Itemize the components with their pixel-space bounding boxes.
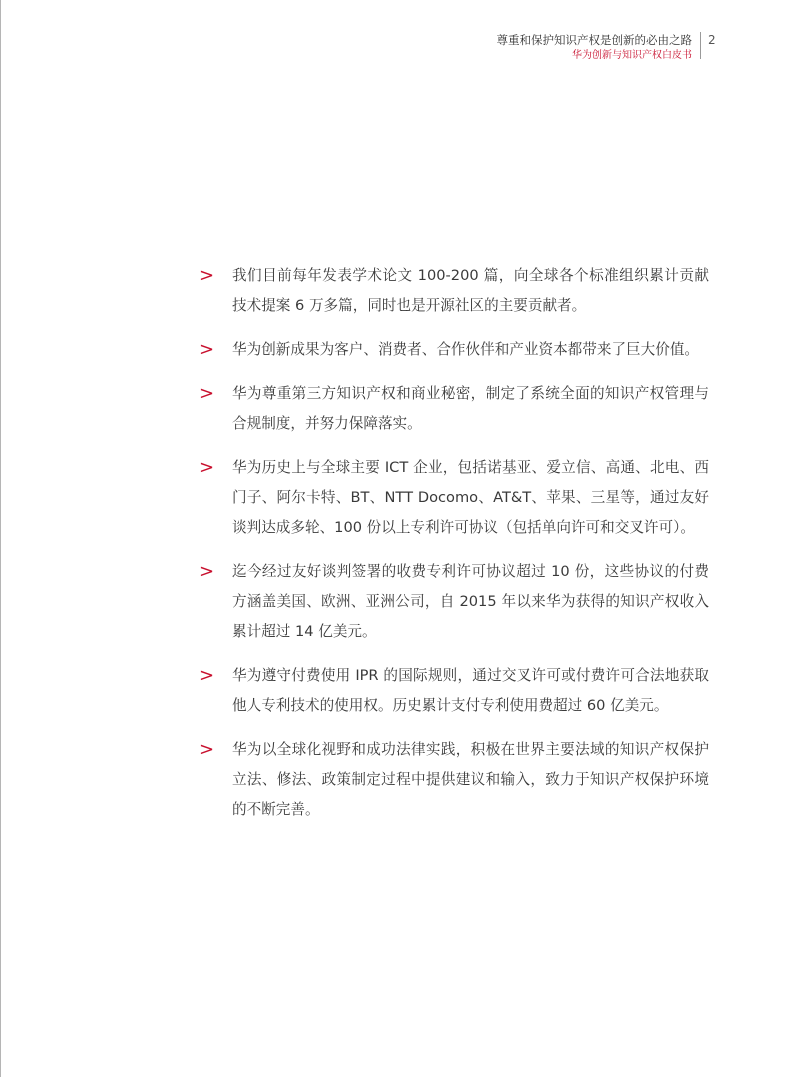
chevron-right-icon: > [199, 339, 215, 360]
chevron-right-icon: > [199, 665, 215, 686]
header-divider [700, 32, 701, 59]
list-item-text: 华为以全球化视野和成功法律实践，积极在世界主要法域的知识产权保护立法、修法、政策制定过程中提供建议和输入，致力于知识产权保护环境的不断完善。 [232, 741, 709, 818]
list-item-text: 迄今经过友好谈判签署的收费专利许可协议超过 10 份，这些协议的付费方涵盖美国、欧洲、亚洲公司，自 2015 年以来华为获得的知识产权收入累计超过 14 亿美元。 [232, 563, 709, 640]
list-item [199, 379, 709, 439]
list-item-text: 华为尊重第三方知识产权和商业秘密，制定了系统全面的知识产权管理与合规制度，并努力保障落实。 [232, 385, 709, 432]
bullet-list [199, 261, 709, 839]
list-item [199, 735, 709, 825]
list-item-text: 我们目前每年发表学术论文 100-200 篇，向全球各个标准组织累计贡献技术提案 6 万多篇，同时也是开源社区的主要贡献者。 [232, 267, 709, 314]
list-item-text: 华为遵守付费使用 IPR 的国际规则，通过交叉许可或付费许可合法地获取他人专利技术的使用权。历史累计支付专利使用费超过 60 亿美元。 [232, 667, 709, 714]
list-item [199, 261, 709, 321]
list-item-text: 华为历史上与全球主要 ICT 企业，包括诺基亚、爱立信、高通、北电、西门子、阿尔卡特、BT、NTT Docomo、AT&T、苹果、三星等，通过友好谈判达成多轮、100 份以上专利许可协议（包括单向许可和交叉许可）。 [232, 459, 709, 536]
list-item-text: 华为创新成果为客户、消费者、合作伙伴和产业资本都带来了巨大价值。 [232, 341, 700, 358]
page-number: 2 [708, 33, 716, 47]
list-item [199, 453, 709, 543]
list-item [199, 335, 709, 365]
page-edge-rule [0, 0, 1, 1077]
chevron-right-icon: > [199, 561, 215, 582]
chevron-right-icon: > [199, 265, 215, 286]
chevron-right-icon: > [199, 739, 215, 760]
header-subtitle: 华为创新与知识产权白皮书 [572, 50, 692, 61]
chevron-right-icon: > [199, 457, 215, 478]
list-item [199, 557, 709, 647]
list-item [199, 661, 709, 721]
header-title: 尊重和保护知识产权是创新的必由之路 [496, 33, 692, 47]
header-titles [497, 32, 693, 63]
page-header [0, 32, 793, 72]
chevron-right-icon: > [199, 383, 215, 404]
